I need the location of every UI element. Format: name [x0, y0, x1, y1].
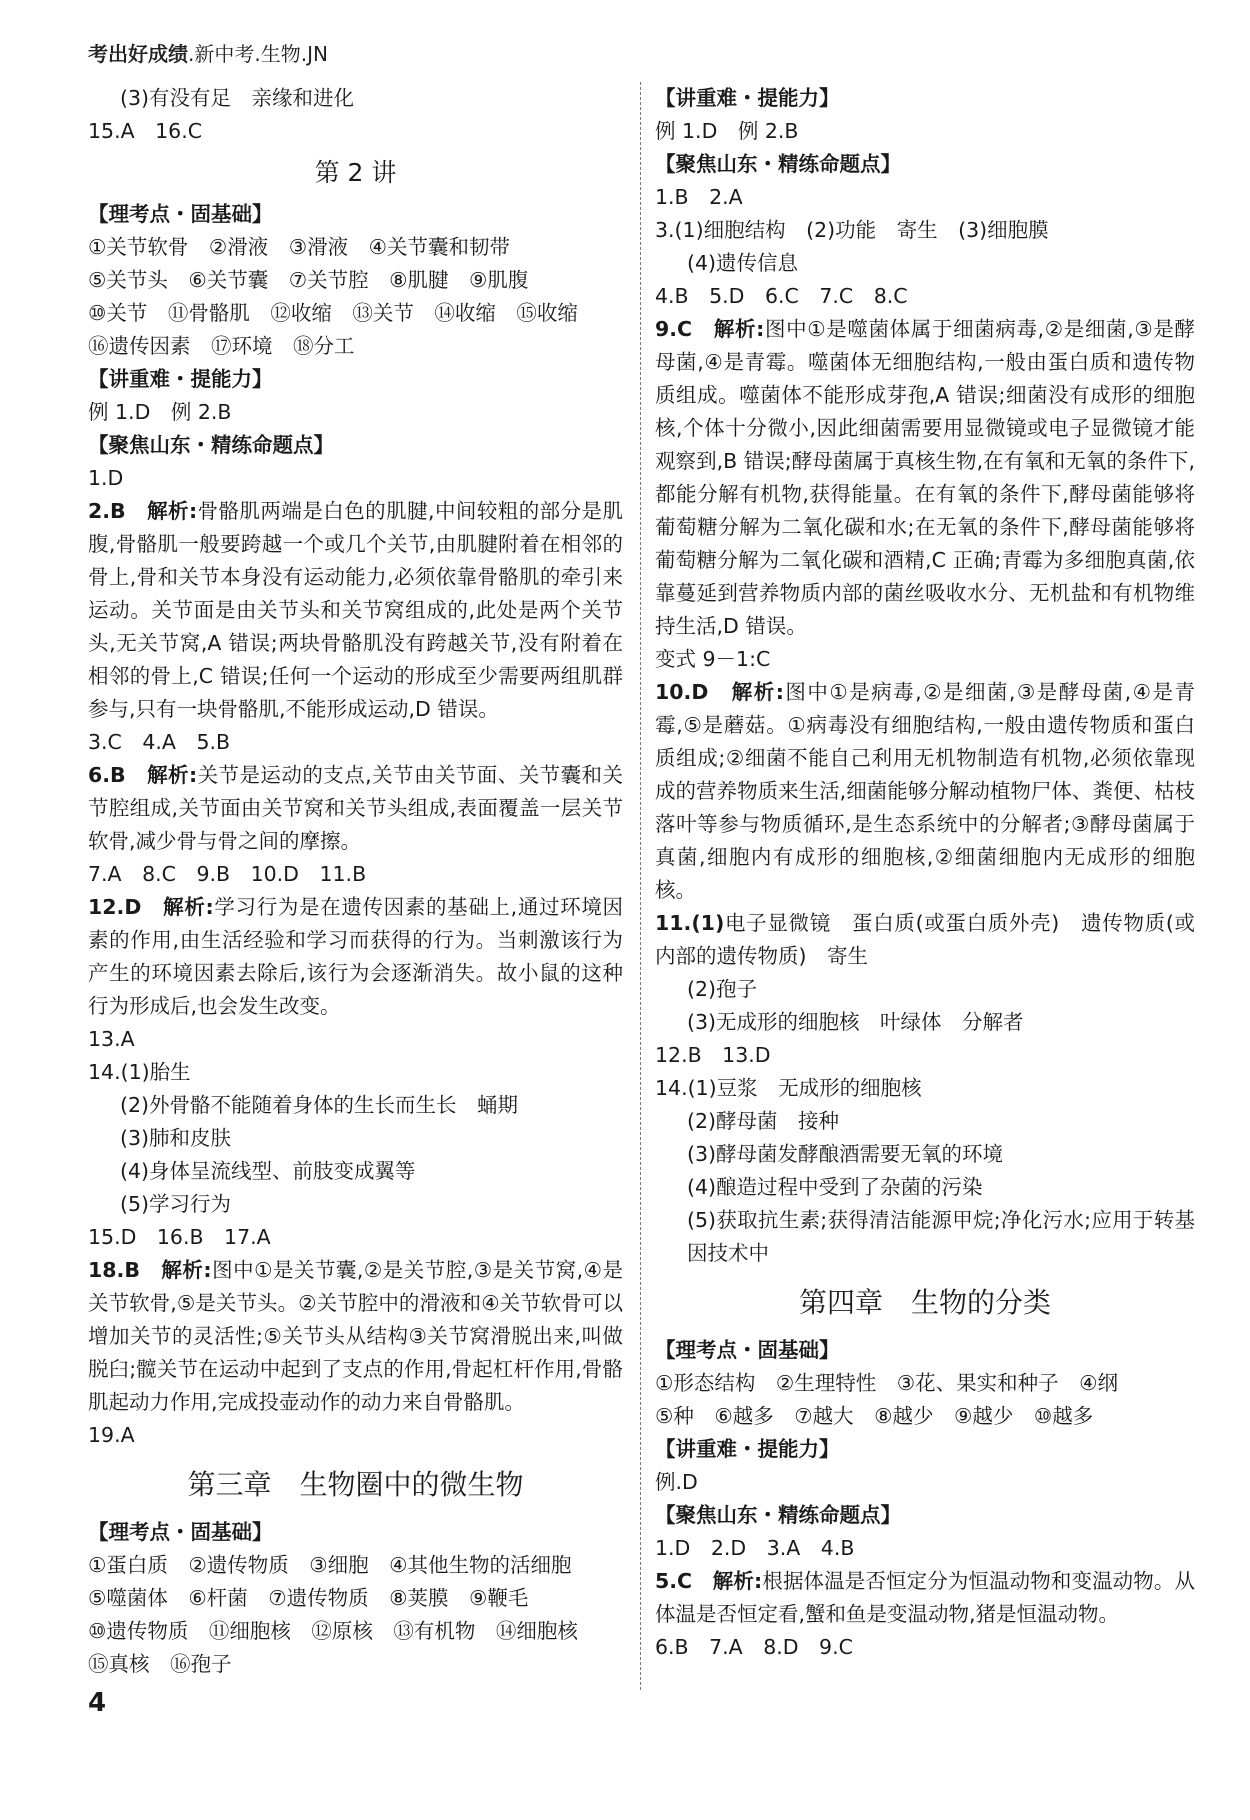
answer-lead: 10.D 解析:: [655, 680, 784, 704]
answer-line: 12.B 13.D: [655, 1043, 771, 1067]
basics-line: ⑤噬菌体 ⑥杆菌 ⑦遗传物质 ⑧荚膜 ⑨鞭毛: [88, 1586, 529, 1610]
answer-line: 1.D: [88, 466, 124, 490]
header-subtitle: .新中考.生物.JN: [188, 42, 328, 66]
lesson-title: 第 2 讲: [314, 158, 397, 187]
answer-line: 4.B 5.D 6.C 7.C 8.C: [655, 284, 908, 308]
running-header: [88, 38, 328, 67]
answer-lead: 2.B 解析:: [88, 499, 198, 523]
section-heading: 【聚焦山东・精练命题点】: [88, 433, 334, 457]
basics-line: ①蛋白质 ②遗传物质 ③细胞 ④其他生物的活细胞: [88, 1553, 572, 1577]
examples-line: 例 1.D 例 2.B: [88, 400, 232, 424]
examples-line: 例 1.D 例 2.B: [655, 119, 799, 143]
explanation-block: [88, 495, 623, 726]
basics-line: ⑤种 ⑥越多 ⑦越大 ⑧越少 ⑨越少 ⑩越多: [655, 1404, 1094, 1428]
answer-line: 14.(1)豆浆 无成形的细胞核: [655, 1076, 922, 1100]
answer-line: 13.A: [88, 1027, 135, 1051]
answer-line: (4)身体呈流线型、前肢变成翼等: [120, 1159, 416, 1183]
answer-lead: 5.C 解析:: [655, 1569, 763, 1593]
column-divider: [640, 82, 641, 1690]
answer-line: 15.A 16.C: [88, 119, 203, 143]
answer-line: (3)肺和皮肤: [120, 1126, 232, 1150]
answer-line: (3)无成形的细胞核 叶绿体 分解者: [687, 1010, 1024, 1034]
explanation-block: [655, 1565, 1195, 1631]
explanation-text: 学习行为是在遗传因素的基础上,通过环境因素的作用,由生活经验和学习而获得的行为。当刺激该行为产生的环境因素去除后,该行为会逐渐消失。故小鼠的这种行为形成后,也会发生改变。: [88, 895, 624, 1018]
explanation-text: 根据体温是否恒定分为恒温动物和变温动物。从体温是否恒定看,蟹和鱼是变温动物,猪是恒温动物。: [655, 1569, 1196, 1626]
answer-line: (2)孢子: [687, 977, 758, 1001]
left-column: [88, 82, 623, 1681]
basics-line: ①关节软骨 ②滑液 ③滑液 ④关节囊和韧带: [88, 235, 511, 259]
answer-line: 15.D 16.B 17.A: [88, 1225, 271, 1249]
basics-line: ⑮真核 ⑯孢子: [88, 1652, 232, 1676]
section-heading: 【聚焦山东・精练命题点】: [655, 1503, 901, 1527]
variant-answer: 变式 9－1:C: [655, 647, 771, 671]
explanation-text: 关节是运动的支点,关节由关节面、关节囊和关节腔组成,关节面由关节窝和关节头组成,表面覆盖一层关节软骨,减少骨与骨之间的摩擦。: [88, 763, 624, 853]
answer-line: (2)酵母菌 接种: [687, 1109, 840, 1133]
section-heading: 【理考点・固基础】: [655, 1338, 840, 1362]
answer-block: (5)获取抗生素;获得清洁能源甲烷;净化污水;应用于转基因技术中: [687, 1208, 1195, 1265]
answer-line: (3)有没有足 亲缘和进化: [120, 86, 355, 110]
explanation-text: 电子显微镜 蛋白质(或蛋白质外壳) 遗传物质(或内部的遗传物质) 寄生: [655, 911, 1195, 968]
explanation-text: 图中①是噬菌体属于细菌病毒,②是细菌,③是酵母菌,④是青霉。噬菌体无细胞结构,一般由蛋白质和遗传物质组成。噬菌体不能形成芽孢,A 错误;细菌没有成形的细胞核,个体十分微小,因此细菌需要用显微镜或电子显微镜才能观察到,B 错误;酵母菌属于真核生物,在有氧和无氧的条件下,都能分解有机物,获得能量。在有氧的条件下,酵母菌能够将葡萄糖分解为二氧化碳和水;在无氧的条件下,酵母菌能够将葡萄糖分解为二氧化碳和酒精,C 正确;青霉为多细胞真菌,依靠蔓延到营养物质内部的菌丝吸收水分、无机盐和有机物维持生活,D 错误。: [655, 317, 1195, 638]
basics-line: ⑯遗传因素 ⑰环境 ⑱分工: [88, 334, 355, 358]
explanation-block: [88, 891, 623, 1023]
answer-line: (4)酿造过程中受到了杂菌的污染: [687, 1175, 983, 1199]
explanation-block: [88, 759, 623, 858]
explanation-text: 图中①是病毒,②是细菌,③是酵母菌,④是青霉,⑤是蘑菇。①病毒没有细胞结构,一般由遗传物质和蛋白质组成;②细菌不能自己利用无机物制造有机物,必须依靠现成的营养物质来生活,细菌能够分解动植物尸体、粪便、枯枝落叶等参与物质循环,是生态系统中的分解者;③酵母菌属于真菌,细胞内有成形的细胞核,②细菌细胞内无成形的细胞核。: [655, 680, 1195, 902]
answer-lead: 6.B 解析:: [88, 763, 198, 787]
answer-line: 1.D 2.D 3.A 4.B: [655, 1536, 855, 1560]
section-heading: 【理考点・固基础】: [88, 1520, 273, 1544]
answer-line: 1.B 2.A: [655, 185, 743, 209]
answer-line: 3.(1)细胞结构 (2)功能 寄生 (3)细胞膜: [655, 218, 1049, 242]
explanation-block: [655, 907, 1195, 973]
chapter-title: 第四章 生物的分类: [798, 1286, 1051, 1319]
answer-lead: 18.B 解析:: [88, 1258, 212, 1282]
answer-line: (2)外骨骼不能随着身体的生长而生长 蛹期: [120, 1093, 519, 1117]
explanation-block: [88, 1254, 623, 1419]
basics-line: ⑩关节 ⑪骨骼肌 ⑫收缩 ⑬关节 ⑭收缩 ⑮收缩: [88, 301, 578, 325]
section-heading: 【理考点・固基础】: [88, 202, 273, 226]
answer-line: 3.C 4.A 5.B: [88, 730, 231, 754]
page-number: 4: [88, 1688, 107, 1718]
section-heading: 【讲重难・提能力】: [88, 367, 273, 391]
basics-line: ⑤关节头 ⑥关节囊 ⑦关节腔 ⑧肌腱 ⑨肌腹: [88, 268, 529, 292]
answer-line: 19.A: [88, 1423, 135, 1447]
answer-line: 14.(1)胎生: [88, 1060, 191, 1084]
examples-line: 例.D: [655, 1470, 698, 1494]
section-heading: 【讲重难・提能力】: [655, 86, 840, 110]
answer-line: 6.B 7.A 8.D 9.C: [655, 1635, 853, 1659]
answer-line: 7.A 8.C 9.B 10.D 11.B: [88, 862, 367, 886]
section-heading: 【讲重难・提能力】: [655, 1437, 840, 1461]
explanation-text: 图中①是关节囊,②是关节腔,③是关节窝,④是关节软骨,⑤是关节头。②关节腔中的滑液和④关节软骨可以增加关节的灵活性;⑤关节头从结构③关节窝滑脱出来,叫做脱臼;髋关节在运动中起到了支点的作用,骨起杠杆作用,骨骼肌起动力作用,完成投壶动作的动力来自骨骼肌。: [88, 1258, 623, 1414]
explanation-text: 骨骼肌两端是白色的肌腱,中间较粗的部分是肌腹,骨骼肌一般要跨越一个或几个关节,由肌腱附着在相邻的骨上,骨和关节本身没有运动能力,必须依靠骨骼肌的牵引来运动。关节面是由关节头和关节窝组成的,此处是两个关节头,无关节窝,A 错误;两块骨骼肌没有跨越关节,没有附着在相邻的骨上,C 错误;任何一个运动的形成至少需要两组肌群参与,只有一块骨骼肌,不能形成运动,D 错误。: [88, 499, 624, 721]
explanation-block: [655, 676, 1195, 907]
answer-line: (4)遗传信息: [687, 251, 799, 275]
answer-lead: 9.C 解析:: [655, 317, 765, 341]
answer-line: (3)酵母菌发酵酿酒需要无氧的环境: [687, 1142, 1004, 1166]
right-column: [655, 82, 1195, 1664]
basics-line: ①形态结构 ②生理特性 ③花、果实和种子 ④纲: [655, 1371, 1119, 1395]
answer-lead: 11.(1): [655, 911, 725, 935]
basics-line: ⑩遗传物质 ⑪细胞核 ⑫原核 ⑬有机物 ⑭细胞核: [88, 1619, 578, 1643]
explanation-block: [655, 313, 1195, 643]
chapter-title: 第三章 生物圈中的微生物: [187, 1468, 524, 1501]
answer-line: (5)学习行为: [120, 1192, 232, 1216]
header-brand: 考出好成绩: [88, 42, 188, 66]
answer-lead: 12.D 解析:: [88, 895, 214, 919]
section-heading: 【聚焦山东・精练命题点】: [655, 152, 901, 176]
